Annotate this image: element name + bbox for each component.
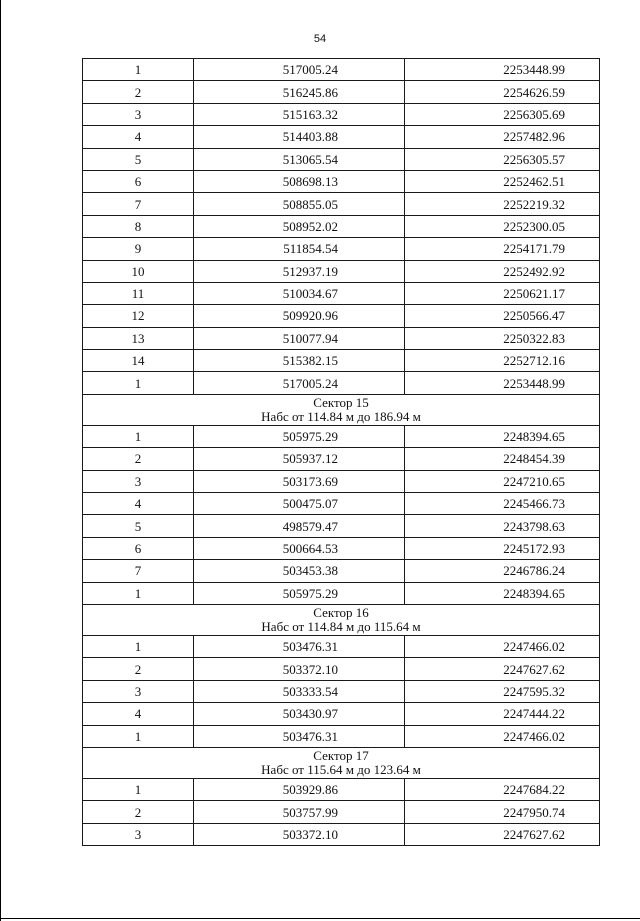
table-row <box>83 148 600 170</box>
scan-bottom-edge <box>0 918 640 919</box>
table-row <box>83 282 600 304</box>
sector-title: Сектор 15 <box>313 394 369 410</box>
y-coordinate-cell: 2247466.02 <box>405 635 600 657</box>
y-coordinate-cell: 2253448.99 <box>405 372 600 394</box>
sector-header-cell <box>83 747 600 778</box>
x-coordinate-cell: 510034.67 <box>194 282 405 304</box>
y-coordinate-cell: 2250322.83 <box>405 327 600 349</box>
point-number-cell: 7 <box>83 560 194 582</box>
y-coordinate-cell: 2248394.65 <box>405 582 600 604</box>
table-row <box>83 560 600 582</box>
x-coordinate-cell: 505937.12 <box>194 448 405 470</box>
point-number-cell: 3 <box>83 103 194 125</box>
point-number-cell: 3 <box>83 823 194 845</box>
table-row <box>83 823 600 845</box>
x-coordinate-cell: 510077.94 <box>194 327 405 349</box>
x-coordinate-cell: 503929.86 <box>194 778 405 800</box>
point-number-cell: 2 <box>83 81 194 103</box>
y-coordinate-cell: 2247595.32 <box>405 680 600 702</box>
y-coordinate-cell: 2247210.65 <box>405 470 600 492</box>
x-coordinate-cell: 512937.19 <box>194 260 405 282</box>
x-coordinate-cell: 511854.54 <box>194 238 405 260</box>
point-number-cell: 1 <box>83 582 194 604</box>
sector-header-cell <box>83 394 600 425</box>
table-row <box>83 81 600 103</box>
y-coordinate-cell: 2250566.47 <box>405 305 600 327</box>
x-coordinate-cell: 505975.29 <box>194 425 405 447</box>
x-coordinate-cell: 517005.24 <box>194 372 405 394</box>
x-coordinate-cell: 503333.54 <box>194 680 405 702</box>
x-coordinate-cell: 509920.96 <box>194 305 405 327</box>
point-number-cell: 4 <box>83 493 194 515</box>
table-row <box>83 635 600 657</box>
table-row <box>83 582 600 604</box>
point-number-cell: 1 <box>83 425 194 447</box>
table-row <box>83 801 600 823</box>
y-coordinate-cell: 2253448.99 <box>405 59 600 81</box>
y-coordinate-cell: 2247444.22 <box>405 703 600 725</box>
table-row <box>83 448 600 470</box>
point-number-cell: 1 <box>83 778 194 800</box>
point-number-cell: 1 <box>83 725 194 747</box>
scan-left-edge <box>0 0 1 921</box>
table-row <box>83 350 600 372</box>
sector-height-range: Набс от 114.84 м до 186.94 м <box>261 408 421 424</box>
x-coordinate-cell: 503372.10 <box>194 823 405 845</box>
y-coordinate-cell: 2256305.57 <box>405 148 600 170</box>
point-number-cell: 9 <box>83 238 194 260</box>
y-coordinate-cell: 2252462.51 <box>405 170 600 192</box>
x-coordinate-cell: 515382.15 <box>194 350 405 372</box>
y-coordinate-cell: 2247627.62 <box>405 823 600 845</box>
y-coordinate-cell: 2252219.32 <box>405 193 600 215</box>
x-coordinate-cell: 505975.29 <box>194 582 405 604</box>
x-coordinate-cell: 513065.54 <box>194 148 405 170</box>
table-row <box>83 59 600 81</box>
y-coordinate-cell: 2247950.74 <box>405 801 600 823</box>
table-row <box>83 126 600 148</box>
point-number-cell: 13 <box>83 327 194 349</box>
table-row <box>83 778 600 800</box>
sector-header-row <box>83 604 600 635</box>
x-coordinate-cell: 517005.24 <box>194 59 405 81</box>
y-coordinate-cell: 2252712.16 <box>405 350 600 372</box>
y-coordinate-cell: 2252492.92 <box>405 260 600 282</box>
table-row <box>83 372 600 394</box>
x-coordinate-cell: 503430.97 <box>194 703 405 725</box>
point-number-cell: 1 <box>83 59 194 81</box>
table-row <box>83 193 600 215</box>
table-row <box>83 537 600 559</box>
page-number: 54 <box>313 33 327 45</box>
coordinates-table-body <box>83 59 600 846</box>
y-coordinate-cell: 2252300.05 <box>405 215 600 237</box>
x-coordinate-cell: 503476.31 <box>194 725 405 747</box>
table-row <box>83 680 600 702</box>
table-row <box>83 260 600 282</box>
point-number-cell: 4 <box>83 703 194 725</box>
x-coordinate-cell: 500475.07 <box>194 493 405 515</box>
point-number-cell: 14 <box>83 350 194 372</box>
x-coordinate-cell: 503453.38 <box>194 560 405 582</box>
sector-title: Сектор 17 <box>313 747 369 763</box>
sector-header-cell <box>83 604 600 635</box>
y-coordinate-cell: 2247466.02 <box>405 725 600 747</box>
sector-header-row <box>83 394 600 425</box>
table-row <box>83 425 600 447</box>
point-number-cell: 2 <box>83 801 194 823</box>
x-coordinate-cell: 503757.99 <box>194 801 405 823</box>
point-number-cell: 10 <box>83 260 194 282</box>
point-number-cell: 8 <box>83 215 194 237</box>
x-coordinate-cell: 503173.69 <box>194 470 405 492</box>
x-coordinate-cell: 498579.47 <box>194 515 405 537</box>
point-number-cell: 6 <box>83 170 194 192</box>
table-row <box>83 327 600 349</box>
y-coordinate-cell: 2248394.65 <box>405 425 600 447</box>
point-number-cell: 1 <box>83 372 194 394</box>
table-row <box>83 658 600 680</box>
y-coordinate-cell: 2248454.39 <box>405 448 600 470</box>
y-coordinate-cell: 2254626.59 <box>405 81 600 103</box>
table-row <box>83 238 600 260</box>
y-coordinate-cell: 2243798.63 <box>405 515 600 537</box>
sector-height-range: Набс от 115.64 м до 123.64 м <box>261 761 421 777</box>
y-coordinate-cell: 2247684.22 <box>405 778 600 800</box>
x-coordinate-cell: 515163.32 <box>194 103 405 125</box>
table-row <box>83 493 600 515</box>
y-coordinate-cell: 2245466.73 <box>405 493 600 515</box>
point-number-cell: 2 <box>83 658 194 680</box>
table-row <box>83 703 600 725</box>
x-coordinate-cell: 503476.31 <box>194 635 405 657</box>
y-coordinate-cell: 2256305.69 <box>405 103 600 125</box>
point-number-cell: 12 <box>83 305 194 327</box>
y-coordinate-cell: 2257482.96 <box>405 126 600 148</box>
point-number-cell: 6 <box>83 537 194 559</box>
point-number-cell: 4 <box>83 126 194 148</box>
x-coordinate-cell: 508952.02 <box>194 215 405 237</box>
x-coordinate-cell: 508698.13 <box>194 170 405 192</box>
table-row <box>83 305 600 327</box>
x-coordinate-cell: 508855.05 <box>194 193 405 215</box>
point-number-cell: 7 <box>83 193 194 215</box>
table-row <box>83 103 600 125</box>
sector-height-range: Набс от 114.84 м до 115.64 м <box>261 618 421 634</box>
table-row <box>83 215 600 237</box>
point-number-cell: 5 <box>83 148 194 170</box>
y-coordinate-cell: 2250621.17 <box>405 282 600 304</box>
table-row <box>83 170 600 192</box>
x-coordinate-cell: 503372.10 <box>194 658 405 680</box>
x-coordinate-cell: 500664.53 <box>194 537 405 559</box>
table-row <box>83 515 600 537</box>
y-coordinate-cell: 2245172.93 <box>405 537 600 559</box>
sector-header-row <box>83 747 600 778</box>
table-row <box>83 470 600 492</box>
point-number-cell: 5 <box>83 515 194 537</box>
point-number-cell: 11 <box>83 282 194 304</box>
y-coordinate-cell: 2254171.79 <box>405 238 600 260</box>
point-number-cell: 3 <box>83 470 194 492</box>
table-row <box>83 725 600 747</box>
sector-title: Сектор 16 <box>313 604 369 620</box>
coordinates-table <box>82 58 600 846</box>
point-number-cell: 1 <box>83 635 194 657</box>
x-coordinate-cell: 514403.88 <box>194 126 405 148</box>
y-coordinate-cell: 2247627.62 <box>405 658 600 680</box>
point-number-cell: 2 <box>83 448 194 470</box>
x-coordinate-cell: 516245.86 <box>194 81 405 103</box>
point-number-cell: 3 <box>83 680 194 702</box>
y-coordinate-cell: 2246786.24 <box>405 560 600 582</box>
